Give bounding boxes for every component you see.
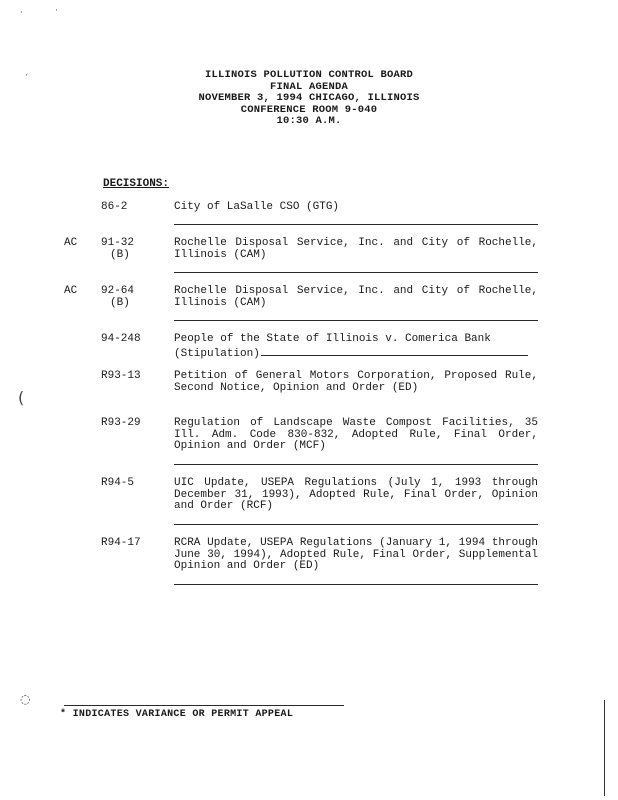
signature-line	[174, 320, 538, 321]
signature-line	[261, 346, 528, 356]
item-flag: AC	[64, 237, 78, 249]
footer-divider	[64, 705, 344, 706]
footer-note: * INDICATES VARIANCE OR PERMIT APPEAL	[60, 709, 294, 720]
docket-number: R94-5	[101, 477, 135, 489]
signature-line	[174, 224, 538, 225]
docket-number: 91-32	[101, 237, 135, 249]
header-room: CONFERENCE ROOM 9-040	[240, 103, 378, 116]
item-description: Rochelle Disposal Service, Inc. and City of Rochelle, Illinois (CAM)	[174, 285, 538, 309]
scan-speck: ˊ	[24, 74, 29, 84]
signature-line	[174, 272, 538, 273]
item-description	[174, 334, 538, 360]
docket-sub: (B)	[110, 296, 130, 309]
description-line-1: People of the State of Illinois v. Comerica Bank	[174, 333, 491, 345]
item-description: Petition of General Motors Corporation, Proposed Rule, Second Notice, Opinion and Order (ED)	[174, 370, 538, 394]
docket-number: 94-248	[101, 333, 141, 345]
scan-speck: ◌	[20, 692, 31, 706]
item-docket	[101, 371, 161, 383]
docket-number: R93-13	[101, 370, 141, 382]
scan-edge-mark	[604, 700, 605, 796]
item-description: Rochelle Disposal Service, Inc. and City of Rochelle, Illinois (CAM)	[174, 237, 538, 261]
item-description: UIC Update, USEPA Regulations (July 1, 1993 through December 31, 1993), Adopted Rule, Final Order, Opinion and Order (RCF)	[174, 477, 538, 513]
item-docket	[101, 334, 161, 346]
header-date-location: NOVEMBER 3, 1994 CHICAGO, ILLINOIS	[198, 92, 420, 104]
docket-number: 86-2	[101, 201, 128, 213]
scan-speck: ·	[20, 8, 23, 18]
item-description: City of LaSalle CSO (GTG)	[174, 201, 340, 213]
signature-line	[174, 464, 538, 465]
header-agenda-title: FINAL AGENDA	[269, 80, 348, 93]
document-header	[0, 70, 618, 128]
header-time: 10:30 A.M.	[276, 115, 342, 127]
item-description: Regulation of Landscape Waste Compost Facilities, 35 Ill. Adm. Code 830-832, Adopted Rule, Final Order, Opinion and Order (MCF)	[174, 417, 538, 453]
item-description: RCRA Update, USEPA Regulations (January 1, 1994 through June 30, 1994), Adopted Rule, Final Order, Supplemental Opinion and Order (ED)	[174, 537, 538, 573]
docket-number: R94-17	[101, 537, 141, 549]
item-flag: AC	[64, 285, 78, 297]
signature-line	[174, 524, 538, 525]
docket-number: 92-64	[101, 285, 135, 297]
docket-number: R93-29	[101, 417, 141, 429]
scan-speck: (	[18, 388, 25, 407]
item-docket	[101, 538, 161, 550]
description-line-2: (Stipulation)	[174, 347, 260, 360]
item-docket	[101, 202, 161, 214]
header-board-name: ILLINOIS POLLUTION CONTROL BOARD	[204, 69, 414, 81]
item-docket	[101, 238, 161, 261]
item-docket	[101, 478, 161, 490]
section-title-decisions: DECISIONS:	[103, 178, 170, 190]
item-docket	[101, 418, 161, 430]
docket-sub: (B)	[110, 248, 130, 261]
item-docket	[101, 286, 161, 309]
scan-speck: ·	[55, 6, 58, 16]
signature-line	[174, 584, 538, 585]
